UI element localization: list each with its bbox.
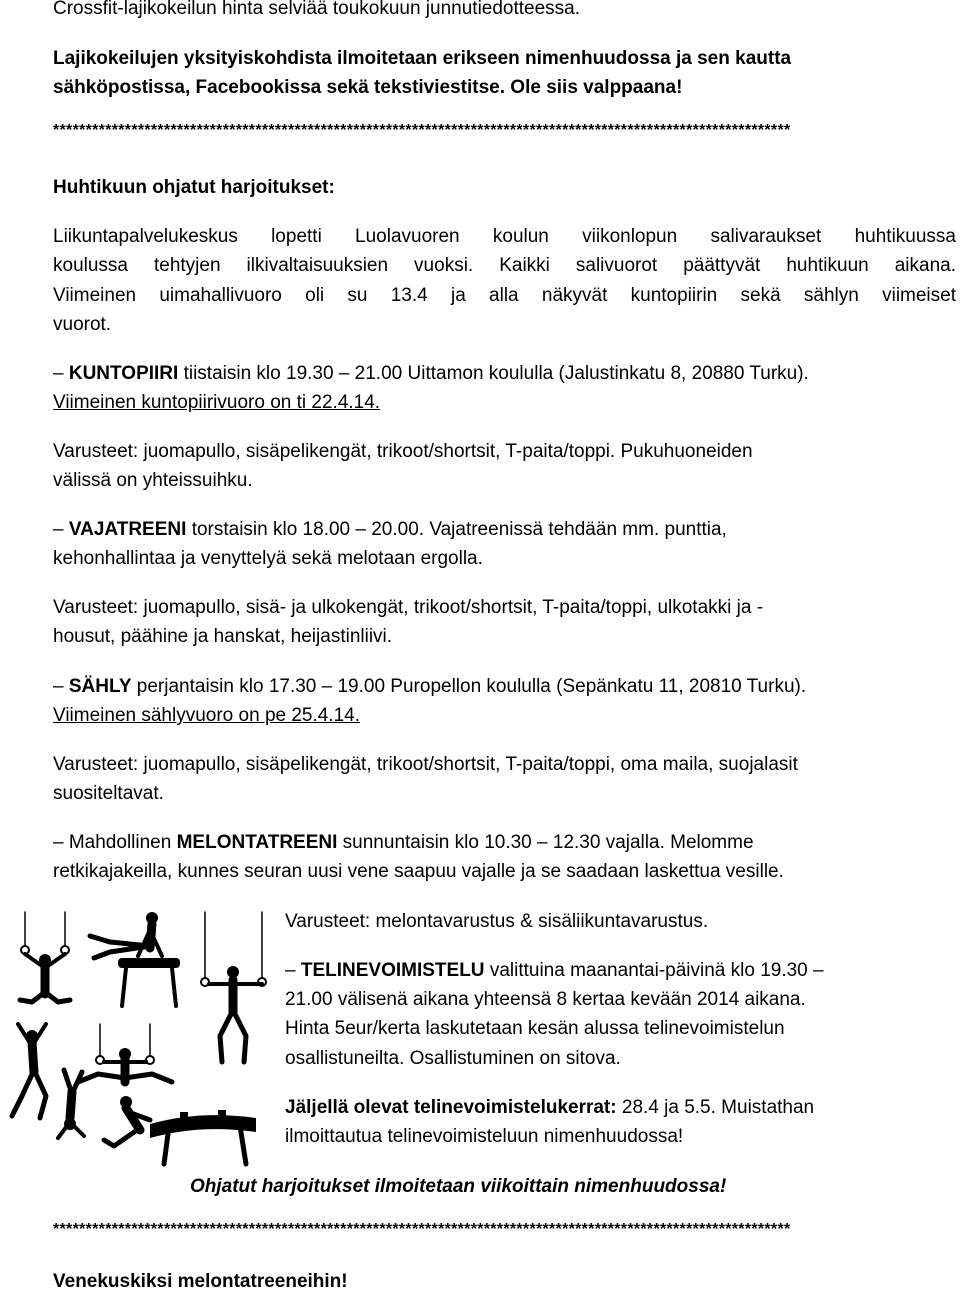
melonta-details-2: retkikajakeilla, kunnes seuran uusi vene saapuu vajalle ja se saadaan laskettua vesille. xyxy=(53,861,784,882)
teline-line-2: 21.00 välisenä aikana yhteensä 8 kertaa kevään 2014 aikana. xyxy=(285,989,806,1010)
kuntopiiri-line xyxy=(53,362,809,386)
april-p1-line-1: Liikuntapalvelukeskus lopetti Luolavuoren koulun viikonlopun salivaraukset huhtikuussa xyxy=(53,226,956,247)
kuntopiiri-gear-1: Varusteet: juomapullo, sisäpelikengät, trikoot/shortsit, T-paita/toppi. Pukuhuoneiden xyxy=(53,441,753,462)
vajatreeni-details-2: kehonhallintaa ja venyttelyä sekä melotaan ergolla. xyxy=(53,548,483,569)
gymnastics-silhouettes-icon xyxy=(0,906,270,1168)
melonta-details: sunnuntaisin klo 10.30 – 12.30 vajalla. Melomme xyxy=(342,832,754,853)
vajatreeni-gear-1: Varusteet: juomapullo, sisä- ja ulkokengät, trikoot/shortsit, T-paita/toppi, ulkotakki ja - xyxy=(53,597,764,618)
vajatreeni-line xyxy=(53,518,727,542)
teline-line-3: Hinta 5eur/kerta laskutetaan kesän alussa telinevoimistelun xyxy=(285,1018,785,1039)
sahly-details: perjantaisin klo 17.30 – 19.00 Puropellon koululla (Sepänkatu 11, 20810 Turku). xyxy=(136,676,807,697)
teline-remaining-value: 28.4 ja 5.5. Muistathan xyxy=(621,1097,815,1118)
intro-line-2: Lajikokeilujen yksityiskohdista ilmoitetaan erikseen nimenhuudossa ja sen kautta xyxy=(53,48,792,69)
sahly-last: Viimeinen sählyvuoro on pe 25.4.14. xyxy=(53,705,361,726)
sahly-gear-1: Varusteet: juomapullo, sisäpelikengät, trikoot/shortsit, T-paita/toppi, oma maila, suojalasit xyxy=(53,754,798,775)
kuntopiiri-name: KUNTOPIIRI xyxy=(68,363,179,384)
list-dash: – xyxy=(53,363,64,384)
teline-remaining-label: Jäljellä olevat telinevoimistelukerrat: xyxy=(285,1097,617,1118)
intro-line-1: Crossfit-lajikokeilun hinta selviää toukokuun junnutiedotteessa. xyxy=(53,0,581,19)
teline-line-4: osallistuneilta. Osallistuminen on sitova. xyxy=(285,1048,621,1069)
separator-top: ***************************************************************************************************************** xyxy=(53,122,791,139)
vajatreeni-name: VAJATREENI xyxy=(68,519,187,540)
teline-remaining-2: ilmoittautua telinevoimisteluun nimenhuudossa! xyxy=(285,1126,684,1147)
separator-bottom: ***************************************************************************************************************** xyxy=(53,1221,791,1238)
melonta-name: MELONTATREENI xyxy=(176,832,338,853)
teline-name: TELINEVOIMISTELU xyxy=(300,960,485,981)
april-p1-line-3: Viimeinen uimahallivuoro oli su 13.4 ja alla näkyvät kuntopiirin sekä sählyn viimeiset xyxy=(53,285,956,306)
teline-line xyxy=(285,959,824,983)
kuntopiiri-last: Viimeinen kuntopiirivuoro on ti 22.4.14. xyxy=(53,392,381,413)
kuntopiiri-details: tiistaisin klo 19.30 – 21.00 Uittamon koululla (Jalustinkatu 8, 20880 Turku). xyxy=(183,363,809,384)
list-dash: – xyxy=(53,676,64,697)
vajatreeni-gear-2: housut, päähine ja hanskat, heijastinliivi. xyxy=(53,626,393,647)
teline-details: valittuina maanantai-päivinä klo 19.30 – xyxy=(489,960,824,981)
april-p1-line-4: vuorot. xyxy=(53,314,112,335)
sahly-gear-2: suositeltavat. xyxy=(53,783,164,804)
teline-remaining xyxy=(285,1096,814,1120)
april-p1-line-2: koulussa tehtyjen ilkivaltaisuuksien vuoksi. Kaikki salivuorot päättyvät huhtikuun aikana. xyxy=(53,255,956,276)
intro-line-3: sähköpostissa, Facebookissa sekä tekstiviestitse. Ole siis valppaana! xyxy=(53,77,683,98)
list-dash: – xyxy=(53,519,64,540)
melonta-line xyxy=(53,831,754,855)
kuntopiiri-gear-2: välissä on yhteissuihku. xyxy=(53,470,253,491)
next-heading: Venekuskiksi melontatreeneihin! xyxy=(53,1271,348,1292)
footer-note: Ohjatut harjoitukset ilmoitetaan viikoittain nimenhuudossa! xyxy=(190,1176,727,1197)
vajatreeni-details: torstaisin klo 18.00 – 20.00. Vajatreenissä tehdään mm. punttia, xyxy=(191,519,727,540)
melonta-gear: Varusteet: melontavarustus & sisäliikuntavarustus. xyxy=(285,911,709,932)
list-dash: – xyxy=(285,960,296,981)
melonta-prefix: – Mahdollinen xyxy=(53,832,172,853)
sahly-name: SÄHLY xyxy=(68,676,132,697)
april-heading: Huhtikuun ohjatut harjoitukset: xyxy=(53,177,335,198)
sahly-line xyxy=(53,675,806,699)
